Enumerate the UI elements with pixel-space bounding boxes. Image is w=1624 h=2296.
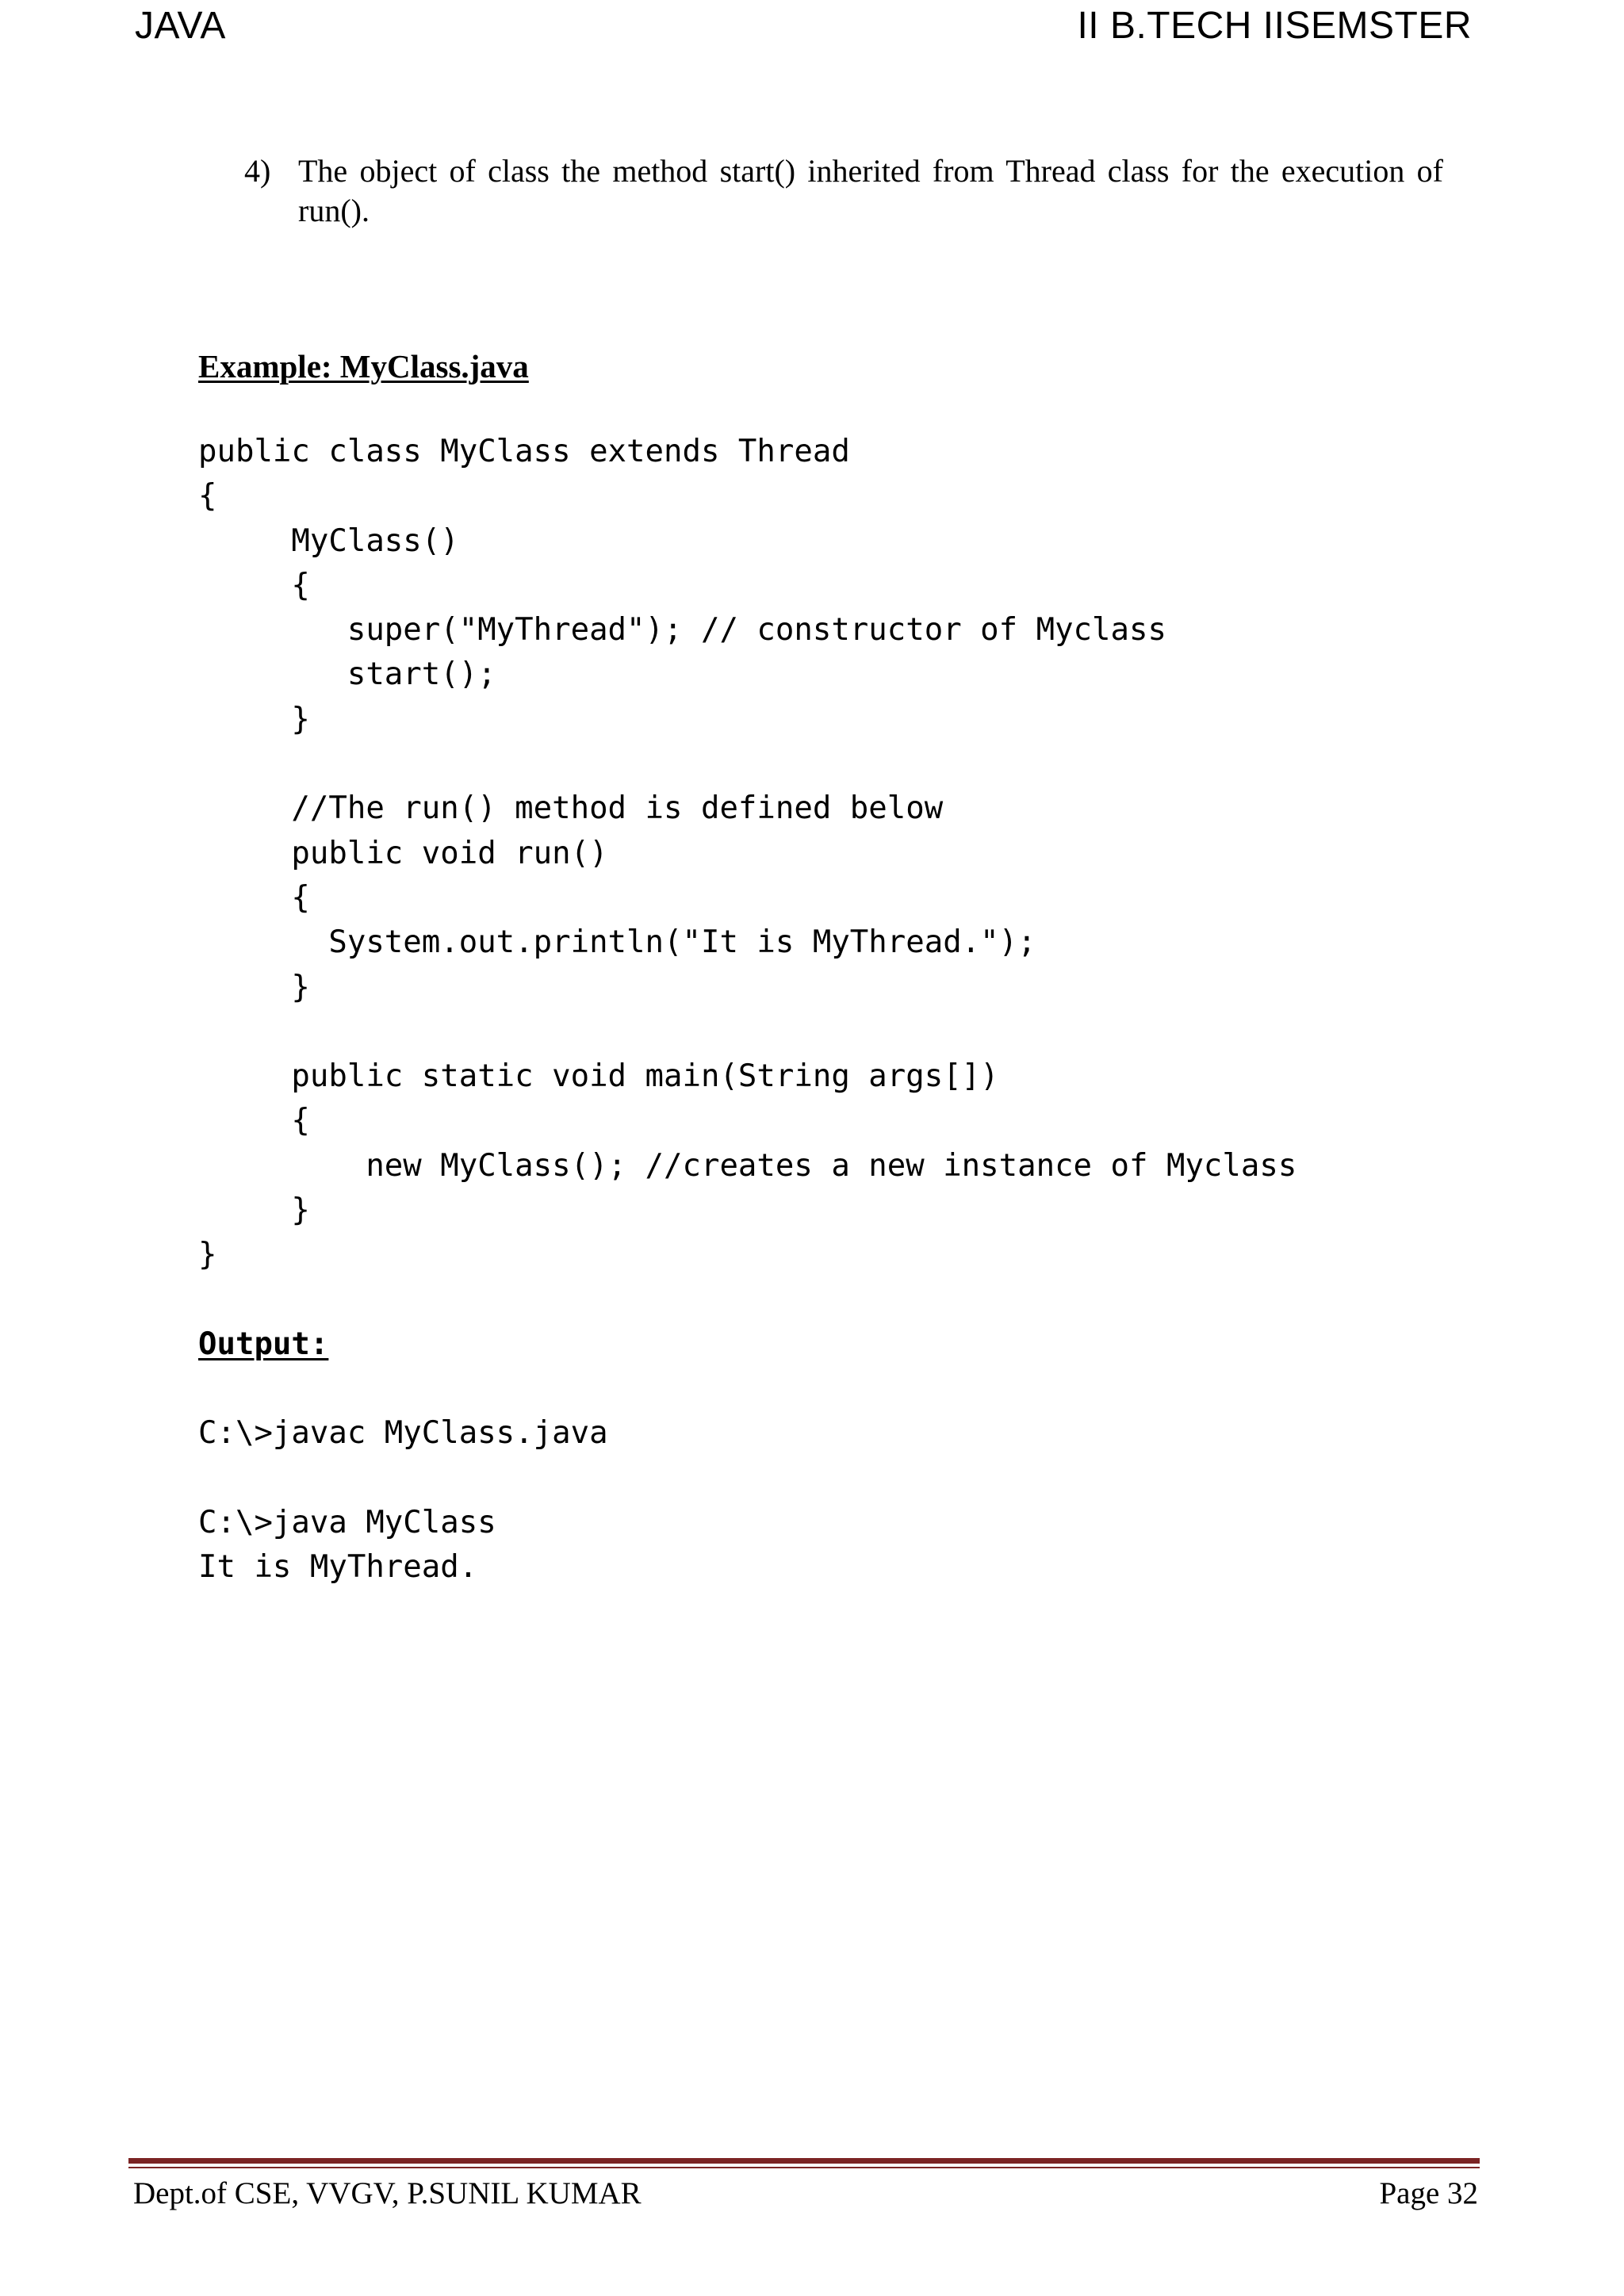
code-line: } xyxy=(198,969,310,1005)
console-block-compile xyxy=(198,1411,608,1456)
code-line: System.out.println("It is MyThread."); xyxy=(198,924,1036,961)
code-line: } xyxy=(198,1237,217,1273)
list-item-number: 4) xyxy=(244,153,271,189)
code-line: { xyxy=(198,1103,310,1139)
footer-rule-thin xyxy=(128,2167,1480,2168)
code-line: { xyxy=(198,567,310,603)
code-line: public static void main(String args[]) xyxy=(198,1058,999,1095)
list-item-text: The object of class the method start() inherited from Thread class for the execution of run(). xyxy=(298,153,1443,228)
code-line: public class MyClass extends Thread xyxy=(198,434,850,469)
output-label: Output: xyxy=(198,1326,329,1362)
code-line: } xyxy=(198,1192,310,1229)
code-line: super("MyThread"); // constructor of Myclass xyxy=(198,612,1166,649)
footer-rule xyxy=(128,2158,1480,2164)
code-line: start(); xyxy=(198,656,496,693)
code-line: } xyxy=(198,701,310,737)
code-line: { xyxy=(198,879,310,916)
console-line: It is MyThread. xyxy=(198,1549,478,1586)
console-line: C:\>javac MyClass.java xyxy=(198,1415,608,1451)
header-title: JAVA xyxy=(135,5,226,47)
page-number: Page 32 xyxy=(1379,2176,1478,2210)
header-course: II B.TECH IISEMSTER xyxy=(1077,5,1472,47)
code-line: new MyClass(); //creates a new instance of Myclass xyxy=(198,1147,1297,1184)
code-line: //The run() method is defined below xyxy=(198,790,944,827)
console-block-run xyxy=(198,1501,496,1590)
example-heading: Example: MyClass.java xyxy=(198,348,529,385)
code-line: public void run() xyxy=(198,835,608,871)
code-block xyxy=(198,430,1297,1278)
code-line xyxy=(198,1010,1297,1054)
code-line: { xyxy=(198,478,217,515)
code-line: MyClass() xyxy=(198,522,459,559)
footer-author: Dept.of CSE, VVGV, P.SUNIL KUMAR xyxy=(133,2176,642,2210)
code-line xyxy=(198,742,1297,786)
console-line: C:\>java MyClass xyxy=(198,1505,496,1540)
